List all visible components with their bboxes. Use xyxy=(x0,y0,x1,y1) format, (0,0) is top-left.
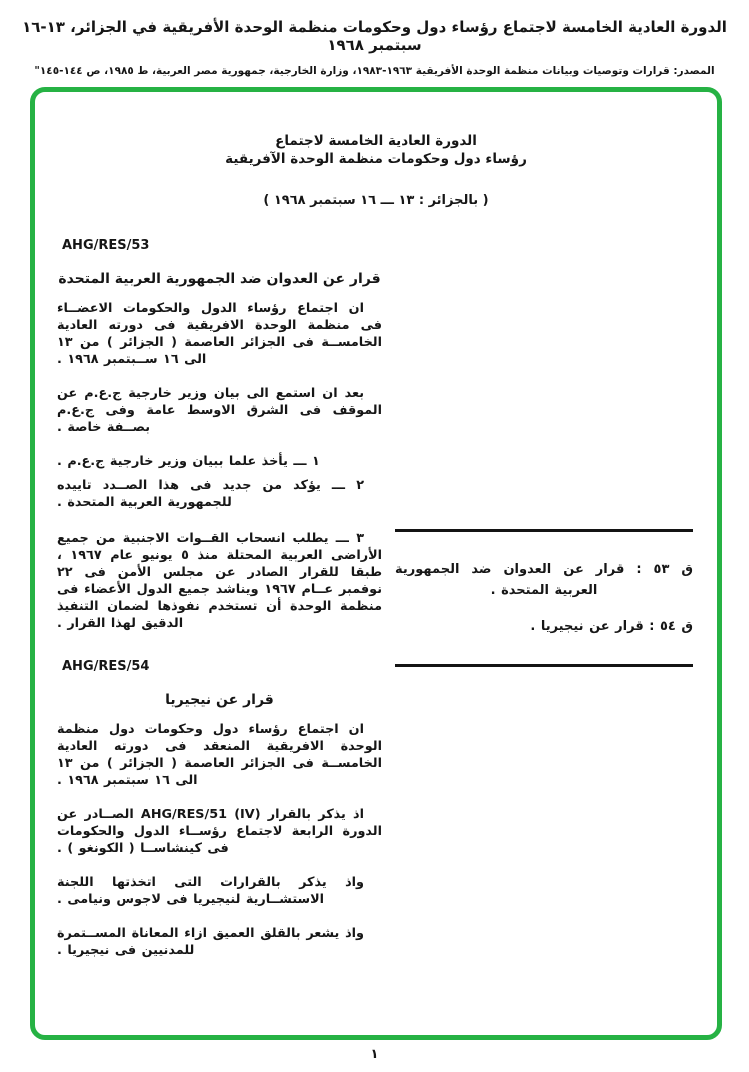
session-title-line1: الدورة العادية الخامسة لاجتماع xyxy=(275,133,477,149)
margin-notes-column xyxy=(395,529,693,667)
resolution-53-clause-2: ٢ ـــ يؤكد من جديد فى هذا الصــدد تاييده للجمهورية العربية المتحدة . xyxy=(57,478,364,510)
resolution-54-paragraph: ان اجتماع رؤساء دول وحكومات دول منظمة الوحدة الافريقية المنعقد فى دورته العادية الخامســة فى الجزائر العاصمة ( الجزائر ) من ١٣ الى ١٦ سبتمبر ١٩٦٨ . xyxy=(57,722,382,788)
margin-note-53: ق ٥٣ : قرار عن العدوان ضد الجمهورية العربية المتحدة . xyxy=(395,562,693,598)
resolution-53-code: AHG/RES/53 xyxy=(62,238,150,253)
resolution-53-paragraph: بعد ان استمع الى بيان وزير خارجية ج.ع.م عن الموقف فى الشرق الاوسط عامة وفى ج.ع.م بصــفة خاصة . xyxy=(57,386,382,435)
header-session-line: الدورة العادية الخامسة لاجتماع رؤساء دول وحكومات منظمة الوحدة الأفريقية في الجزائر، ١٣-١٦ سبتمبر ١٩٦٨ xyxy=(22,18,727,54)
header-source-line: المصدر: قرارات وتوصيات وبيانات منظمة الوحدة الأفريقية ١٩٦٣-١٩٨٣، وزارة الخارجية، جمهورية مصر العربية، ط ١٩٨٥، ص ١٤٤-١٤٥" xyxy=(34,65,715,77)
resolution-54-heading: قرار عن نيجيريا xyxy=(165,692,274,708)
resolution-53-clause-1: ١ ـــ يأخذ علما ببيان وزير خارجية ج.ع.م . xyxy=(57,454,320,469)
resolution-53-clause-3: ٣ ـــ يطلب انسحاب القــوات الاجنبية من جميع الأراضى العربية المحتلة منذ ٥ يونيو عام ١٩٦٧ ، طبقا للقرار الصادر عن مجلس الأمن فى ٢٢ نوفمبر عــام ١٩٦٧ ويناشد جميع الدول الأعضاء فى منظمة الوحدة أن تستخدم نفوذها لضمان التنفيذ الدقيق لهذا القرار . xyxy=(57,531,383,631)
session-title-block xyxy=(35,132,717,208)
resolution-53-heading: قرار عن العدوان ضد الجمهورية العربية المتحدة xyxy=(58,271,381,287)
session-place-date: ( بالجزائر : ١٣ ـــ ١٦ سبتمبر ١٩٦٨ ) xyxy=(263,193,489,208)
page-number: ١ xyxy=(370,1047,379,1062)
session-title-line2: رؤساء دول وحكومات منظمة الوحدة الآفريقية xyxy=(225,151,527,167)
resolution-54-paragraph: اذ يذكر بالقرار ‎AHG/RES/51 (IV)‎ الصــادر عن الدورة الرابعة لاجتماع رؤســاء الدول والحكومات فى كينشاســا ( الكونغو ) . xyxy=(57,807,382,856)
resolution-54-code: AHG/RES/54 xyxy=(62,659,150,674)
resolution-53-paragraph: ان اجتماع رؤساء الدول والحكومات الاعضــاء فى منظمة الوحدة الافريقية فى دورته العادية الخامســة فى الجزائر العاصمة ( الجزائر ) من ١٣ الى ١٦ ســبتمبر ١٩٦٨ . xyxy=(57,301,382,367)
document-header xyxy=(0,18,749,77)
margin-note-54: ق ٥٤ : قرار عن نيجيريا . xyxy=(530,619,693,634)
resolution-54-paragraph: واذ يذكر بالقرارات التى اتخذتها اللجنة الاستشــارية لنيجيريا فى لاجوس ونيامى . xyxy=(57,875,364,907)
separator-rule-bottom xyxy=(395,664,693,667)
green-border-frame xyxy=(30,87,722,1040)
main-text-column xyxy=(57,238,382,976)
resolution-54-paragraph: واذ يشعر بالقلق العميق ازاء المعاناة المســتمرة للمدنيين فى نيجيريا . xyxy=(57,926,364,958)
separator-rule-top xyxy=(395,529,693,532)
